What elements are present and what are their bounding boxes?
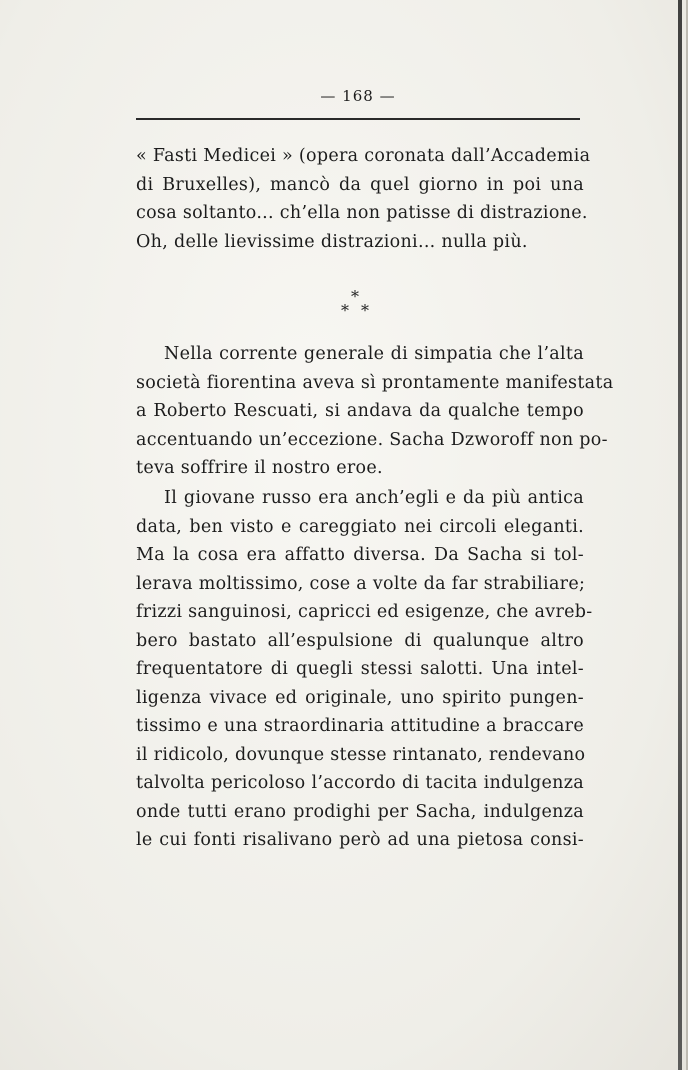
asterism-icon	[330, 288, 380, 324]
svg-text:*: *	[341, 301, 349, 320]
text-line: accentuando un’eccezione. Sacha Dzworoff non po-	[136, 429, 608, 450]
text-line: talvolta pericoloso l’accordo di tacita indulgenza	[136, 773, 584, 793]
text-line: lerava moltissimo, cose a volte da far strabiliare;	[136, 573, 586, 594]
text-line: teva soffrire il nostro eroe.	[136, 458, 383, 478]
page-header	[136, 86, 580, 105]
page-edge-shadow	[678, 0, 682, 1070]
header-rule	[136, 118, 580, 120]
svg-text:*: *	[351, 288, 359, 306]
text-line: Oh, delle lievissime distrazioni... nulla più.	[136, 231, 528, 252]
paragraph-1	[136, 142, 591, 256]
text-line: di Bruxelles), mancò da quel giorno in poi una	[136, 174, 584, 195]
text-line: « Fasti Medicei » (opera coronata dall’Accademia	[136, 146, 591, 166]
text-line: Nella corrente generale di simpatia che l’alta	[164, 344, 584, 364]
text-line: Ma la cosa era affatto diversa. Da Sacha si tol-	[136, 545, 584, 565]
svg-text:*: *	[361, 301, 369, 320]
text-line: bero bastato all’espulsione di qualunque altro	[136, 630, 584, 651]
text-line: società fiorentina aveva sì prontamente manifestata	[136, 372, 614, 393]
text-line: le cui fonti risalivano però ad una pietosa consi-	[136, 830, 584, 850]
text-line: cosa soltanto... ch’ella non patisse di distrazione.	[136, 203, 588, 223]
text-line: il ridicolo, dovunque stesse rintanato, rendevano	[136, 744, 586, 765]
text-line: frequentatore di quegli stessi salotti. Una intel-	[136, 659, 584, 679]
page-number: — 168 —	[320, 87, 396, 105]
text-line: onde tutti erano prodighi per Sacha, indulgenza	[136, 801, 584, 822]
text-line: data, ben visto e careggiato nei circoli eleganti.	[136, 516, 584, 537]
paragraph-3	[136, 484, 593, 855]
text-line: a Roberto Rescuati, si andava da qualche tempo	[136, 401, 584, 421]
text-line: Il giovane russo era anch’egli e da più antica	[164, 488, 584, 508]
text-line: ligenza vivace ed originale, uno spirito pungen-	[136, 687, 584, 708]
text-line: tissimo e una straordinaria attitudine a braccare	[136, 716, 584, 736]
text-line: frizzi sanguinosi, capricci ed esigenze, che avreb-	[136, 602, 593, 622]
paragraph-2	[136, 340, 614, 483]
